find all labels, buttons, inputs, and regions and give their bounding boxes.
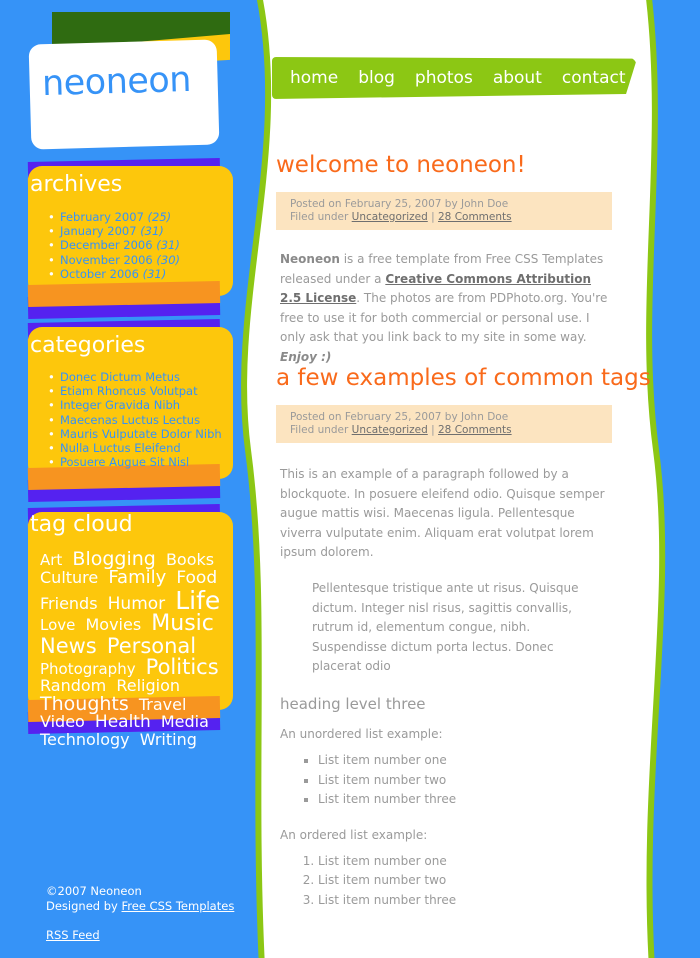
tag-link[interactable]: Humor — [107, 593, 166, 614]
post-meta-separator: | — [431, 423, 435, 436]
post-title: a few examples of common tags — [276, 365, 651, 391]
categories-list — [46, 370, 222, 469]
tag-link[interactable]: Politics — [145, 655, 219, 680]
footer-designer-link[interactable]: Free CSS Templates — [121, 899, 235, 913]
post-body-enjoy: Enjoy :) — [280, 349, 332, 364]
list-item[interactable] — [46, 267, 180, 281]
archives-count: (31) — [156, 238, 180, 253]
list-item[interactable] — [46, 224, 180, 238]
list-item: ▪ List item number three — [318, 790, 620, 810]
tag-link[interactable]: Art — [40, 551, 63, 569]
nav-link[interactable]: contact — [561, 68, 626, 88]
list-item[interactable] — [46, 455, 222, 469]
list-item[interactable] — [46, 398, 222, 412]
archives-link[interactable]: November 2006 — [60, 252, 153, 267]
rss-feed-link[interactable]: RSS Feed — [46, 928, 100, 942]
tag-link[interactable]: News — [40, 633, 97, 658]
post-meta-posted: Posted on February 25, 2007 by John Doe — [290, 411, 509, 423]
categories-title: categories — [30, 333, 146, 358]
category-link[interactable]: Mauris Vulputate Dolor Nibh — [60, 426, 222, 441]
tag-link[interactable]: Food — [176, 568, 218, 589]
tagcloud-title: tag cloud — [30, 512, 133, 537]
tagcloud-list — [38, 550, 228, 748]
tag-link[interactable]: Music — [151, 611, 214, 637]
archives-count: (30) — [156, 252, 181, 267]
tag-link[interactable]: Life — [175, 585, 221, 615]
list-item[interactable] — [46, 370, 222, 384]
post-subheading: heading level three — [280, 694, 426, 713]
post-meta-filed-prefix: Filed under — [290, 210, 349, 223]
archives-link[interactable]: December 2006 — [60, 238, 153, 253]
logo-tagline: free css template — [43, 108, 193, 134]
nav-link[interactable]: about — [492, 68, 542, 88]
post-body-text-1: is a free template from Free CSS Templates released under a — [280, 252, 604, 286]
nav-item-photos[interactable] — [415, 68, 473, 88]
archives-count: (31) — [142, 266, 167, 281]
tag-link[interactable]: Culture — [40, 568, 99, 588]
category-link[interactable]: Integer Gravida Nibh — [60, 398, 181, 413]
list-item[interactable] — [46, 427, 222, 441]
nav-item-about[interactable] — [493, 68, 542, 88]
archives-count: (31) — [140, 224, 164, 239]
list-item[interactable] — [46, 384, 222, 398]
ordered-list-intro: An ordered list example: — [280, 827, 428, 842]
tag-link[interactable]: Books — [165, 550, 215, 569]
list-item: ▪ List item number one — [318, 751, 620, 771]
archives-count: (25) — [147, 210, 172, 224]
list-item: 2. List item number two — [318, 871, 620, 891]
nav-item-blog[interactable] — [358, 68, 395, 88]
list-item[interactable] — [46, 238, 180, 252]
post-body — [276, 250, 620, 368]
logo-title: neoneon — [41, 59, 192, 105]
footer-designed-prefix: Designed by — [46, 899, 118, 913]
post-body-text-2: . The photos are from PDPhoto.org. You're free to use it for both commercial or personal use. I only ask that you link back to my site in some way. — [280, 291, 608, 345]
post-category-link[interactable]: Uncategorized — [351, 210, 428, 223]
list-item[interactable] — [46, 210, 180, 224]
archives-title: archives — [30, 172, 123, 197]
tag-link[interactable]: Photography — [40, 660, 136, 679]
unordered-list-intro: An unordered list example: — [280, 726, 443, 741]
nav-link[interactable]: photos — [414, 68, 473, 88]
main-navigation — [290, 68, 626, 88]
archives-link[interactable]: February 2007 — [60, 210, 144, 224]
post-paragraph: This is an example of a paragraph followed by a blockquote. In posuere eleifend odio. Quisque semper augue mattis wisi. Maecenas ligula. Pellentesque viverra vulputate enim. Aliquam erat volutpat lorem ipsum dolorem. — [280, 467, 605, 560]
tag-link[interactable]: Writing — [139, 729, 197, 749]
footer-copyright: ©2007 Neoneon — [46, 884, 142, 898]
post-blockquote: Pellentesque tristique ante ut risus. Quisque dictum. Integer nisl risus, sagittis convallis, rutrum id, elementum congue, nibh. Suspendisse dictum porta lectus. Donec placerat odio — [312, 580, 579, 674]
category-link[interactable]: Nulla Luctus Eleifend — [60, 441, 181, 456]
post-meta-filed-prefix: Filed under — [290, 423, 349, 436]
list-item[interactable] — [46, 413, 222, 427]
tag-link[interactable]: Family — [108, 567, 167, 589]
tag-link[interactable]: Love — [40, 616, 76, 635]
unordered-list — [276, 751, 620, 810]
list-item[interactable] — [46, 441, 222, 455]
archives-link[interactable]: January 2007 — [60, 224, 137, 239]
category-link[interactable]: Posuere Augue Sit Nisl — [60, 455, 190, 470]
site-logo[interactable] — [30, 12, 230, 147]
tag-link[interactable]: Religion — [116, 676, 181, 696]
tag-link[interactable]: Technology — [40, 729, 130, 749]
post-common-tags — [276, 365, 651, 929]
tag-link[interactable]: Random — [40, 676, 107, 696]
list-item: ▪ List item number two — [318, 771, 620, 791]
list-item[interactable] — [46, 253, 180, 267]
tag-link[interactable]: Movies — [85, 615, 142, 635]
post-meta-separator: | — [431, 210, 435, 223]
category-link[interactable]: Maecenas Luctus Lectus — [60, 412, 201, 427]
category-link[interactable]: Etiam Rhoncus Volutpat — [60, 384, 198, 399]
post-meta — [276, 192, 612, 230]
sidebar — [0, 0, 260, 958]
category-link[interactable]: Donec Dictum Metus — [60, 370, 181, 384]
tag-link[interactable]: Friends — [40, 593, 98, 613]
tag-link[interactable]: Travel — [138, 694, 187, 714]
nav-item-contact[interactable] — [562, 68, 626, 88]
tag-link[interactable]: Health — [94, 712, 151, 733]
post-meta-filed — [290, 211, 612, 224]
post-comments-link[interactable]: 28 Comments — [438, 210, 512, 223]
post-meta-posted: Posted on February 25, 2007 by John Doe — [290, 198, 509, 210]
footer — [46, 884, 234, 943]
post-comments-link[interactable]: 28 Comments — [438, 423, 512, 436]
post-meta-filed — [290, 424, 612, 437]
post-category-link[interactable]: Uncategorized — [351, 423, 428, 436]
post-title: welcome to neoneon! — [276, 152, 526, 178]
post-meta — [276, 405, 612, 443]
archives-link[interactable]: October 2006 — [60, 266, 139, 281]
post-welcome — [276, 152, 620, 368]
footer-designed-by — [46, 899, 234, 914]
archives-deco-orange-bottom — [28, 281, 220, 307]
tag-link[interactable]: Thoughts — [40, 692, 129, 715]
nav-item-home[interactable] — [290, 68, 338, 88]
list-item: 1. List item number one — [318, 852, 620, 872]
nav-link[interactable]: blog — [358, 68, 395, 88]
license-link[interactable]: Creative Commons Attribution 2.5 License — [280, 271, 592, 306]
archives-list — [46, 210, 180, 281]
list-item: 3. List item number three — [318, 891, 620, 911]
post-body-lead: Neoneon — [280, 252, 340, 266]
tag-link[interactable]: Blogging — [72, 548, 156, 570]
tag-link[interactable]: Personal — [106, 633, 197, 658]
tag-link[interactable]: Video — [40, 712, 85, 732]
ordered-list — [276, 852, 620, 911]
tag-link[interactable]: Media — [160, 712, 209, 732]
nav-link[interactable]: home — [290, 68, 339, 88]
